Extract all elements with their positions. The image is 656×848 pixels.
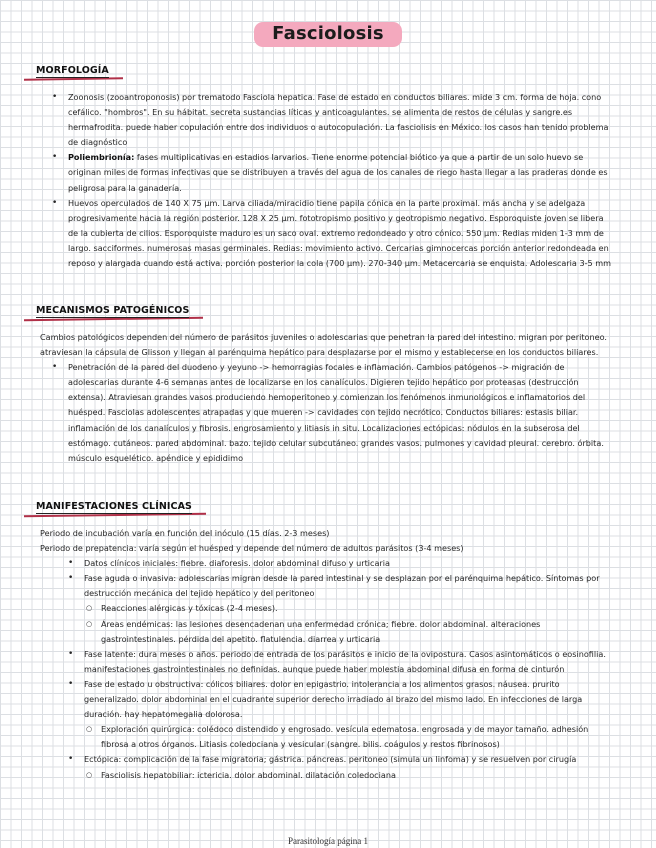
item-text: Fase latente: dura meses o años. periodo de entrada de los parásitos e inicio de la ovipostura. Casos asintomáticos o eosinofilia. manifestaciones gastrointestinales no definidas. aunque puede haber molestia abdominal difusa en forma de cinturón <box>84 648 606 674</box>
item-text: Huevos operculados de 140 X 75 μm. Larva ciliada/miracidio tiene papila cónica en la parte proximal. más ancha y se adelgaza progresivamente hacia la región posterior. 128 X 25 μm. fototropismo positivo y geotropismo negativo. Esporoquiste joven se libera de la cubierta de cilios. Esporoquiste maduro es un saco oval. extremo redondeado y otro cónico. 550 μm. Redias miden 1-3 mm de largo. sacciformes. numerosas masas germinales. Redias: movimiento activo. Cercarias gimnocercas porción anterior redondeada en reposo y alargada cuando está activa. porción posterior la cola (700 μm). 270-340 μm. Metacercaria se enquista. Adolescaria 3-5 mm <box>68 197 612 269</box>
section-mecanismos <box>0 298 656 466</box>
sub-list-item <box>0 768 656 783</box>
item-text: fases multiplicativas en estadios larvarios. Tiene enorme potencial biótico ya que a partir de un solo huevo se originan miles de formas infectivas que se distribuyen a través del agua de los canales de riego hasta llegar a las praderas donde es peligrosa para la ganadería. <box>68 152 608 193</box>
section-heading <box>36 65 115 81</box>
item-text: Fase aguda o invasiva: adolescarias migran desde la pared intestinal y se desplazan por el parénquima hepático. Síntomas por destrucción mecánica del tejido hepático y del peritoneo <box>84 573 600 599</box>
sub-list-item <box>0 601 656 616</box>
heading-text: MECANISMOS PATOGÉNICOS <box>36 305 190 316</box>
morfologia-list <box>0 90 656 271</box>
manifestaciones-list <box>0 556 656 782</box>
heading-text: MORFOLOGÍA <box>36 65 109 76</box>
incubation-line: Periodo de incubación varía en función del inóculo (15 días. 2-3 meses) <box>40 528 330 538</box>
prepatency-line: Periodo de prepatencia: varía según el huésped y depende del número de adultos parásitos (3-4 meses) <box>40 543 464 554</box>
item-text: Penetración de la pared del duodeno y yeyuno -> hemorragias focales e inflamación. Cambios patógenos -> migración de adolescarias durante 4-6 semanas antes de localizarse en los canalículos. Digieren tejido hepático por proteasas (destrucción extensa). Atraviesan grandes vasos produciendo hemoperitoneo y comienzan los fenómenos inmunológicos e inflamatorios del huésped. Fasciolas adolescentes atrapadas y que mueren -> cavidades con tejido necrótico. Conductos biliares: estasis biliar. inflamación de los canalículos y fibrosis. engrosamiento y litiasis in situ. Localizaciones ectópicas: nódulos en la subserosa del estómago. cutáneos. pared abdominal. bazo. tejido celular subcutáneo. grandes vasos. pulmones y cavidad pleural. cerebro. órbita. músculo esquelético. apéndice y epididimo <box>68 362 604 463</box>
mecanismos-list <box>0 360 656 466</box>
item-text: Exploración quirúrgica: colédoco distendido y engrosado. vesícula edematosa. engrosada y de mayor tamaño. adhesión fibrosa a otros órganos. Litiasis coledociana y vesicular (sangre. bilis. coágulos y restos fibrinosos) <box>101 724 589 750</box>
sub-list-item <box>0 617 656 647</box>
item-text: Datos clínicos iniciales: fiebre. diaforesis. dolor abdominal difuso y urticaria <box>84 558 390 569</box>
item-text: Zoonosis (zooantroponosis) por trematodo Fasciola hepatica. Fase de estado en conductos biliares. mide 3 cm. forma de hoja. cono cefálico. "hombros". En su hábitat. secreta sustancias líticas y anticoagulantes. se alimenta de restos de células y sangre.es hermafrodita. puede haber copulación entre dos individuos o autocopulación. La fasciolisis en México. los casos han tenido problema de diagnóstico <box>68 92 609 148</box>
list-item <box>0 150 656 195</box>
sub-list-item <box>0 722 656 752</box>
section-manifestaciones <box>0 494 656 783</box>
section-heading <box>36 305 195 321</box>
mecanismos-intro: Cambios patológicos dependen del número de parásitos juveniles o adolescarias que penetran la pared del intestino. migran por peritoneo. atraviesan la cápsula de Glisson y llegan al parénquima hepático para desplazarse por el mismo y establecerse en los conductos biliares. <box>40 332 607 358</box>
item-label: Poliembrionía: <box>68 152 135 163</box>
title-block <box>0 22 656 47</box>
page-footer: Parasitología página 1 <box>288 836 368 846</box>
item-text: Fasciolisis hepatobiliar: ictericia. dolor abdominal. dilatación coledociana <box>101 769 396 780</box>
heading-text: MANIFESTACIONES CLÍNICAS <box>36 501 192 512</box>
item-text: Ectópica: complicación de la fase migratoria; gástrica. páncreas. peritoneo (simula un linfoma) y se resuelven por cirugía <box>84 754 577 765</box>
list-item <box>0 360 656 466</box>
list-item <box>0 556 656 571</box>
section-heading <box>36 501 198 517</box>
list-item <box>0 677 656 722</box>
list-item <box>0 196 656 271</box>
page-title: Fasciolosis <box>254 22 402 47</box>
list-item <box>0 571 656 601</box>
item-text: Fase de estado u obstructiva: cólicos biliares. dolor en epigastrio. intolerancia a los alimentos grasos. náusea. prurito generalizado. dolor abdominal en el cuadrante superior derecho irradiado al brazo del mismo lado. En infecciones de larga duración. hay hepatomegalia dolorosa. <box>84 678 583 720</box>
list-item <box>0 752 656 767</box>
list-item <box>0 647 656 677</box>
list-item <box>0 90 656 150</box>
item-text: Áreas endémicas: las lesiones desencadenan una enfermedad crónica; fiebre. dolor abdominal. alteraciones gastrointestinales. pérdida del apetito. flatulencia. diarrea y urticaria <box>101 618 541 644</box>
section-morfologia <box>0 58 656 271</box>
item-text: Reacciones alérgicas y tóxicas (2-4 meses). <box>101 603 278 614</box>
